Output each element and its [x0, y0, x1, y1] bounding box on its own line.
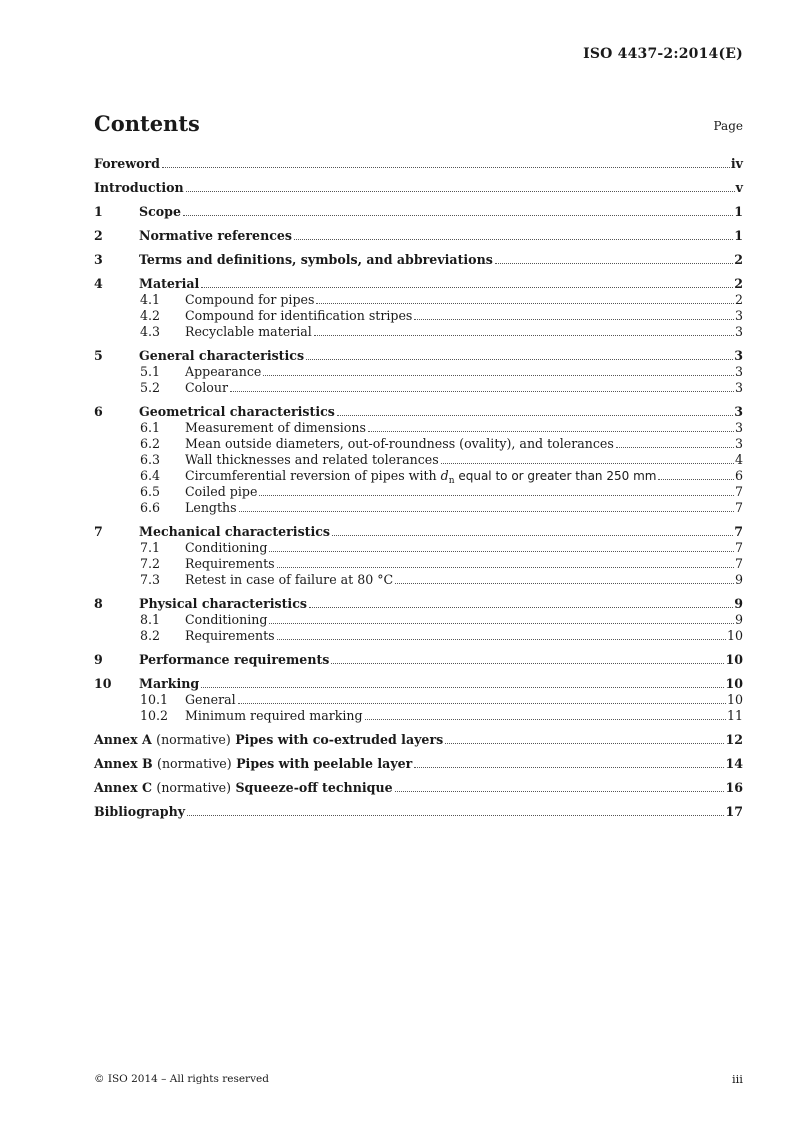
toc-entry-6-3[interactable] [94, 452, 743, 468]
toc-number: 6.1 [140, 420, 161, 435]
toc-entry-5-1[interactable] [94, 364, 743, 380]
toc-title: General [185, 692, 236, 707]
toc-page: 9 [734, 612, 743, 627]
page-number: iii [731, 1072, 743, 1086]
toc-entry-4-1[interactable] [94, 292, 743, 308]
toc-page: 7 [734, 540, 743, 555]
toc-entry-10-1[interactable] [94, 692, 743, 708]
dot-leader [316, 303, 734, 304]
dot-leader [306, 359, 733, 360]
toc-entry-2[interactable] [94, 228, 743, 244]
toc-page: 11 [726, 708, 743, 723]
toc-entry-annex-a[interactable] [94, 732, 743, 748]
toc-title: Measurement of dimensions [185, 420, 366, 435]
dot-leader [162, 167, 730, 168]
toc-number: 6.2 [140, 436, 161, 451]
toc-entry-7-3[interactable] [94, 572, 743, 588]
toc-page: 3 [734, 436, 743, 451]
toc-entry-9[interactable] [94, 652, 743, 668]
toc-title: Wall thicknesses and related tolerances [185, 452, 439, 467]
toc-title-part: equal to or greater than 250 mm [454, 469, 657, 483]
toc-number: 8.1 [140, 612, 161, 627]
copyright-notice: © ISO 2014 – All rights reserved [94, 1073, 269, 1085]
toc-title: Compound for identification stripes [185, 308, 413, 323]
toc-title [94, 732, 443, 748]
toc-page: 4 [734, 452, 743, 467]
toc-entry-5-2[interactable] [94, 380, 743, 396]
toc-page: 1 [734, 228, 743, 243]
toc-title: Normative references [139, 228, 293, 243]
toc-number: 8 [94, 596, 103, 611]
toc-page: 9 [734, 572, 743, 587]
table-of-contents [94, 156, 743, 820]
toc-title: Terms and definitions, symbols, and abbreviations [139, 252, 493, 267]
page-column-label: Page [713, 119, 743, 133]
toc-number: 6.5 [140, 484, 161, 499]
toc-title: Marking [139, 676, 200, 691]
toc-entry-annex-b[interactable] [94, 756, 743, 772]
dot-leader [331, 663, 724, 664]
dot-leader [186, 191, 735, 192]
toc-page: v [735, 180, 743, 195]
toc-number: 7.2 [140, 556, 161, 571]
annex-label: Annex C [94, 780, 153, 795]
toc-title: General characteristics [139, 348, 305, 363]
toc-title: Requirements [185, 556, 275, 571]
dot-leader [337, 415, 733, 416]
toc-number: 7.3 [140, 572, 161, 587]
toc-entry-4-3[interactable] [94, 324, 743, 340]
dot-leader [365, 719, 726, 720]
toc-title: Mechanical characteristics [139, 524, 331, 539]
dot-leader [294, 239, 733, 240]
toc-entry-7-1[interactable] [94, 540, 743, 556]
toc-number: 2 [94, 228, 103, 243]
dot-leader [269, 623, 734, 624]
toc-title: Physical characteristics [139, 596, 307, 611]
toc-entry-8[interactable] [94, 596, 743, 612]
toc-title: Foreword [94, 156, 160, 171]
dot-leader [441, 463, 734, 464]
toc-number: 3 [94, 252, 103, 267]
dot-leader [259, 495, 734, 496]
toc-page: 1 [734, 204, 743, 219]
toc-entry-6[interactable] [94, 404, 743, 420]
toc-title: Coiled pipe [185, 484, 258, 499]
toc-entry-6-2[interactable] [94, 436, 743, 452]
toc-page: 14 [725, 756, 743, 771]
toc-number: 7 [94, 524, 103, 539]
annex-type: (normative) [157, 756, 232, 771]
toc-page: 7 [734, 556, 743, 571]
page-title: Contents [94, 111, 200, 136]
annex-title: Squeeze-off technique [235, 780, 393, 795]
toc-page: 7 [734, 524, 743, 539]
dot-leader [239, 511, 734, 512]
toc-entry-6-5[interactable] [94, 484, 743, 500]
annex-label: Annex A [94, 732, 152, 747]
toc-page: 10 [726, 628, 743, 643]
toc-page: 3 [734, 420, 743, 435]
toc-entry-10[interactable] [94, 676, 743, 692]
dot-leader [201, 287, 733, 288]
toc-page: 7 [734, 484, 743, 499]
dot-leader [658, 479, 734, 480]
toc-number: 5.2 [140, 380, 161, 395]
dot-leader [183, 215, 733, 216]
toc-title: Scope [139, 204, 181, 219]
annex-label: Annex B [94, 756, 153, 771]
toc-number: 10.1 [140, 692, 169, 707]
toc-title: Compound for pipes [185, 292, 315, 307]
toc-page: 17 [725, 804, 743, 819]
annex-type: (normative) [156, 732, 231, 747]
toc-entry-8-1[interactable] [94, 612, 743, 628]
toc-page: 9 [734, 596, 743, 611]
dot-leader [187, 815, 724, 816]
dot-leader [395, 583, 734, 584]
toc-title: Conditioning [185, 540, 268, 555]
toc-page: 16 [725, 780, 743, 795]
toc-entry-foreword[interactable] [94, 156, 743, 172]
toc-number: 10.2 [140, 708, 169, 723]
toc-title [94, 780, 393, 796]
dot-leader [314, 335, 734, 336]
toc-entry-6-6[interactable] [94, 500, 743, 516]
toc-title: Geometrical characteristics [139, 404, 335, 419]
dot-leader [332, 535, 733, 536]
toc-page: 12 [725, 732, 743, 747]
dot-leader [414, 319, 734, 320]
toc-entry-annex-c[interactable] [94, 780, 743, 796]
toc-number: 4.3 [140, 324, 161, 339]
toc-title [94, 756, 412, 772]
toc-number: 9 [94, 652, 103, 667]
toc-page: 3 [734, 324, 743, 339]
toc-title: Appearance [185, 364, 262, 379]
toc-page: 2 [734, 276, 743, 291]
dot-leader [395, 791, 725, 792]
toc-entry-1[interactable] [94, 204, 743, 220]
dot-leader [269, 551, 734, 552]
toc-title: Colour [185, 380, 228, 395]
toc-entry-10-2[interactable] [94, 708, 743, 724]
toc-number: 6.3 [140, 452, 161, 467]
toc-number: 4.2 [140, 308, 161, 323]
symbol-subscript: n [448, 476, 455, 486]
toc-page: 3 [734, 404, 743, 419]
toc-page: 10 [725, 676, 743, 691]
toc-title: Mean outside diameters, out-of-roundness (ovality), and tolerances [185, 436, 614, 451]
toc-number: 4 [94, 276, 103, 291]
toc-page: 6 [734, 468, 743, 483]
toc-page: 2 [734, 292, 743, 307]
toc-page: 7 [734, 500, 743, 515]
toc-page: iv [730, 156, 743, 171]
toc-title: Conditioning [185, 612, 268, 627]
dot-leader [414, 767, 724, 768]
toc-number: 10 [94, 676, 112, 691]
toc-number: 6.4 [140, 468, 161, 483]
toc-number: 5 [94, 348, 103, 363]
toc-number: 6.6 [140, 500, 161, 515]
toc-page: 3 [734, 308, 743, 323]
dot-leader [201, 687, 724, 688]
toc-title: Bibliography [94, 804, 186, 819]
toc-number: 1 [94, 204, 103, 219]
toc-title: Material [139, 276, 200, 291]
toc-number: 6 [94, 404, 103, 419]
dot-leader [277, 567, 734, 568]
annex-title: Pipes with peelable layer [236, 756, 413, 771]
toc-title: Performance requirements [139, 652, 330, 667]
toc-page: 3 [734, 380, 743, 395]
toc-page: 10 [726, 692, 743, 707]
toc-title: Introduction [94, 180, 184, 195]
toc-entry-introduction[interactable] [94, 180, 743, 196]
dot-leader [495, 263, 733, 264]
toc-entry-3[interactable] [94, 252, 743, 268]
toc-entry-4[interactable] [94, 276, 743, 292]
document-id: ISO 4437-2:2014(E) [583, 46, 743, 62]
toc-page: 2 [734, 252, 743, 267]
toc-entry-6-1[interactable] [94, 420, 743, 436]
toc-entry-4-2[interactable] [94, 308, 743, 324]
toc-number: 7.1 [140, 540, 161, 555]
dot-leader [238, 703, 726, 704]
dot-leader [309, 607, 733, 608]
toc-entry-6-4[interactable] [94, 468, 743, 484]
dot-leader [616, 447, 734, 448]
annex-title: Pipes with co-extruded layers [235, 732, 444, 747]
toc-page: 3 [734, 348, 743, 363]
toc-page: 3 [734, 364, 743, 379]
dot-leader [277, 639, 726, 640]
toc-title: Recyclable material [185, 324, 312, 339]
toc-title: Retest in case of failure at 80 °C [185, 572, 394, 587]
toc-number: 5.1 [140, 364, 161, 379]
dot-leader [368, 431, 734, 432]
toc-title: Minimum required marking [185, 708, 363, 723]
toc-title-part: Circumferential reversion of pipes with [185, 468, 441, 483]
dot-leader [230, 391, 734, 392]
symbol-d: d [440, 468, 449, 483]
toc-title: Lengths [185, 500, 237, 515]
toc-number: 8.2 [140, 628, 161, 643]
toc-entry-7[interactable] [94, 524, 743, 540]
annex-type: (normative) [156, 780, 232, 795]
toc-entry-7-2[interactable] [94, 556, 743, 572]
toc-entry-5[interactable] [94, 348, 743, 364]
toc-number: 4.1 [140, 292, 161, 307]
dot-leader [445, 743, 724, 744]
toc-entry-8-2[interactable] [94, 628, 743, 644]
toc-entry-bibliography[interactable] [94, 804, 743, 820]
toc-title: Requirements [185, 628, 275, 643]
toc-page: 10 [725, 652, 743, 667]
dot-leader [263, 375, 734, 376]
